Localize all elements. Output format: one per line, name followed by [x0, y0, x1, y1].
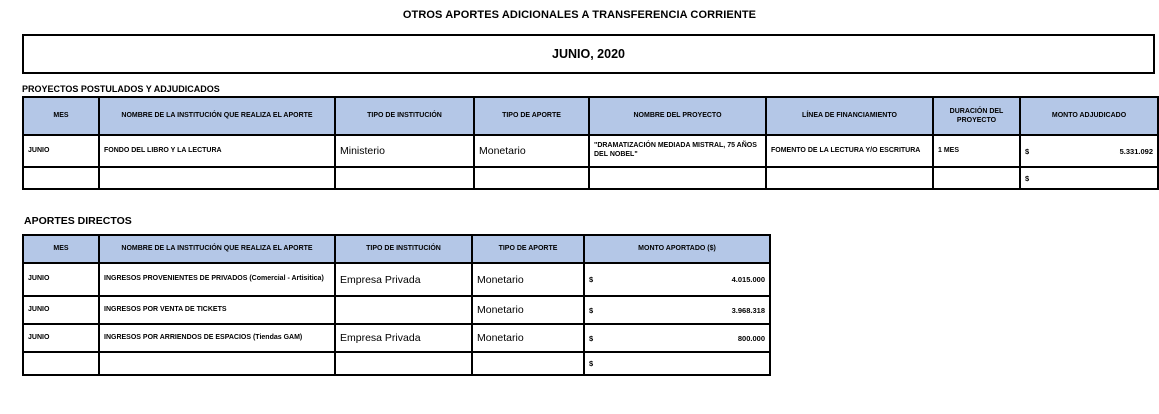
cell-monto-aportado: [584, 263, 770, 296]
projects-header-nombre-proyecto: NOMBRE DEL PROYECTO: [589, 97, 766, 135]
direct-header-tipo-aporte: TIPO DE APORTE: [472, 235, 584, 263]
cell-tipo-aporte: Monetario: [472, 296, 584, 324]
cell-nombre-proyecto: [589, 167, 766, 189]
amount-value: 5.331.092: [1119, 146, 1153, 156]
cell-mes: JUNIO: [23, 324, 99, 352]
currency-symbol: $: [589, 359, 594, 368]
section-title-projects: PROYECTOS POSTULADOS Y ADJUDICADOS: [22, 84, 220, 94]
projects-table-row-empty: [23, 167, 1158, 189]
projects-header-linea-financiamiento: LÍNEA DE FINANCIAMIENTO: [766, 97, 933, 135]
direct-header-tipo-institucion: TIPO DE INSTITUCIÓN: [335, 235, 472, 263]
cell-mes: JUNIO: [23, 263, 99, 296]
page-title: OTROS APORTES ADICIONALES A TRANSFERENCIA CORRIENTE: [402, 9, 757, 21]
cell-institucion: [99, 352, 335, 375]
amount-value: 800.000: [737, 333, 765, 343]
cell-tipo-aporte: [474, 167, 589, 189]
cell-linea-financiamiento: FOMENTO DE LA LECTURA Y/O ESCRITURA: [766, 135, 933, 167]
cell-tipo-institucion: Empresa Privada: [335, 324, 472, 352]
projects-table: [22, 96, 1159, 190]
projects-header-duracion: DURACIÓN DEL PROYECTO: [933, 97, 1020, 135]
projects-table-row: [23, 135, 1158, 167]
period-label: JUNIO, 2020: [552, 47, 625, 61]
cell-monto-aportado: [584, 296, 770, 324]
cell-institucion: INGRESOS POR VENTA DE TICKETS: [99, 296, 335, 324]
cell-tipo-institucion: Ministerio: [335, 135, 474, 167]
cell-tipo-aporte: Monetario: [472, 263, 584, 296]
cell-tipo-institucion: [335, 352, 472, 375]
cell-monto-aportado: [584, 352, 770, 375]
cell-duracion: 1 MES: [933, 135, 1020, 167]
section-title-direct: APORTES DIRECTOS: [24, 215, 132, 227]
cell-mes: [23, 352, 99, 375]
projects-header-row: [23, 97, 1158, 135]
cell-tipo-institucion: [335, 296, 472, 324]
cell-tipo-institucion: [335, 167, 474, 189]
projects-header-tipo-institucion: TIPO DE INSTITUCIÓN: [335, 97, 474, 135]
currency-symbol: $: [1025, 146, 1030, 156]
cell-institucion: INGRESOS POR ARRIENDOS DE ESPACIOS (Tiendas GAM): [99, 324, 335, 352]
direct-header-monto-aportado: MONTO APORTADO ($): [584, 235, 770, 263]
direct-table: [22, 234, 771, 376]
cell-mes: [23, 167, 99, 189]
currency-symbol: $: [1025, 173, 1030, 183]
cell-linea-financiamiento: [766, 167, 933, 189]
cell-institucion: FONDO DEL LIBRO Y LA LECTURA: [99, 135, 335, 167]
cell-tipo-aporte: Monetario: [472, 324, 584, 352]
cell-monto-adjudicado: [1020, 135, 1158, 167]
amount-value: 3.968.318: [731, 305, 765, 315]
direct-table-row: [23, 324, 770, 352]
cell-tipo-aporte: Monetario: [474, 135, 589, 167]
projects-header-monto: MONTO ADJUDICADO: [1020, 97, 1158, 135]
direct-table-row-empty: [23, 352, 770, 375]
direct-header-institucion: NOMBRE DE LA INSTITUCIÓN QUE REALIZA EL APORTE: [99, 235, 335, 263]
cell-mes: JUNIO: [23, 135, 99, 167]
cell-institucion: INGRESOS PROVENIENTES DE PRIVADOS (Comercial - Artisitica): [99, 263, 335, 296]
direct-header-row: [23, 235, 770, 263]
cell-mes: JUNIO: [23, 296, 99, 324]
cell-monto-adjudicado: [1020, 167, 1158, 189]
direct-header-mes: MES: [23, 235, 99, 263]
projects-header-mes: MES: [23, 97, 99, 135]
currency-symbol: $: [589, 305, 594, 315]
period-box: [22, 34, 1155, 74]
amount-value: 4.015.000: [731, 275, 765, 284]
cell-institucion: [99, 167, 335, 189]
currency-symbol: $: [589, 275, 594, 284]
currency-symbol: $: [589, 333, 594, 343]
cell-monto-aportado: [584, 324, 770, 352]
direct-table-row: [23, 296, 770, 324]
cell-tipo-institucion: Empresa Privada: [335, 263, 472, 296]
cell-tipo-aporte: [472, 352, 584, 375]
direct-table-row: [23, 263, 770, 296]
cell-nombre-proyecto: "DRAMATIZACIÓN MEDIADA MISTRAL, 75 AÑOS DEL NOBEL": [589, 135, 766, 167]
projects-header-institucion: NOMBRE DE LA INSTITUCIÓN QUE REALIZA EL APORTE: [99, 97, 335, 135]
projects-header-tipo-aporte: TIPO DE APORTE: [474, 97, 589, 135]
cell-duracion: [933, 167, 1020, 189]
